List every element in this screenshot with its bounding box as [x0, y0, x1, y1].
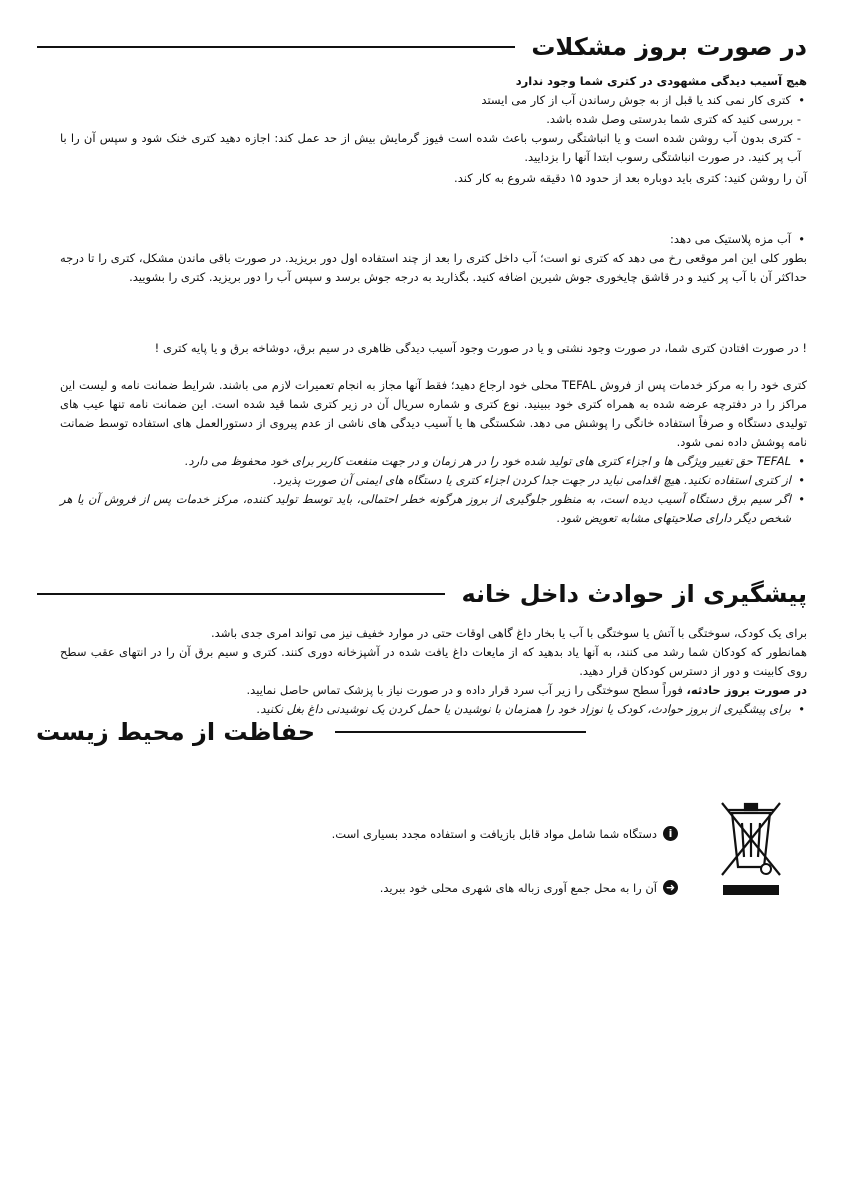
- damage-warning: [60, 339, 807, 358]
- children-text: همانطور که کودکان شما رشد می کنند، به آنها یاد بدهید که از مایعات داغ یافت شده در آشپزخانه دوری کنند. کتری و سیم برق آن را در انتهای عقب سطح روی کابینت و دور از دسترس کودکان قرار دهید.: [60, 645, 807, 678]
- service-text: کتری خود را به مرکز خدمات پس از فروش TEFAL محلی خود ارجاع دهید؛ فقط آنها مجاز به انجام تعمیرات لازم می باشند. شرایط ضمانت نامه و لیست این مراکز را در دفترچه عرضه شده به همراه کتری خود ببینید. نوع کتری و شماره سریال آن در زیر کتری شما قید شده است. این ضمانت نامه تنها عیب های تولیدی دستگاه و صرفاً استفاده خانگی را پوشش می دهد. شکستگی ها یا آسیب دیدگی های ناشی از عدم پیروی از دستورالعمل های استفاده توسط ضمانت نامه پوشش داده نمی شود.: [60, 378, 807, 449]
- header-rule: [37, 46, 515, 48]
- bullet-item: • کتری کار نمی کند یا قبل از به جوش رساندن آب از کار می ایستد: [60, 91, 807, 110]
- accident-rest: فوراً سطح سوختگی را زیر آب سرد قرار داده و در صورت نیاز با پزشک تماس حاصل نمایید.: [246, 683, 687, 697]
- dash-item: - بررسی کنید که کتری شما بدرستی وصل شده باشد.: [546, 112, 801, 126]
- accident-bold: در صورت بروز حادثه،: [686, 683, 807, 697]
- burn-text: برای یک کودک، سوختگی با آتش یا سوختگی با آب یا بخار داغ گاهی اوقات حتی در موارد خفیف نیز می تواند امری جدی باشد.: [211, 626, 807, 640]
- header-rule: [37, 593, 445, 595]
- bullet-item: • TEFAL حق تغییر ویژگی ها و اجزاء کتری های تولید شده خود را در هر زمان و در جهت منفعت کاربر برای خود محفوظ می دارد.: [60, 452, 807, 471]
- disposal-text: آن را به محل جمع آوری زباله های شهری محلی خود ببرید.: [379, 880, 657, 895]
- subheading: هیچ آسیب دیدگی مشهودی در کتری شما وجود ندارد: [515, 74, 807, 88]
- plastic-taste-block: [60, 230, 807, 287]
- restart-text: آن را روشن کنید: کتری باید دوباره بعد از حدود ۱۵ دقیقه شروع به کار کند.: [454, 171, 807, 185]
- info-icon: i: [663, 826, 678, 841]
- plastic-text: بطور کلی این امر موقعی رخ می دهد که کتری نو است؛ آب داخل کتری را بعد از چند استفاده اول دور بریزید. در صورت باقی ماندن مشکل، کتری را تا درجه حداکثر آن با آب پر کنید و در قاشق چایخوری جوش شیرین اضافه کنید. بگذارید به درجه جوش برسد و سپس آب را دور بریزید. کتری را بشویید.: [60, 251, 807, 284]
- section-header-troubleshooting: [37, 33, 807, 61]
- bullet-item: • اگر سیم برق دستگاه آسیب دیده است، به منظور جلوگیری از بروز هرگونه خطر احتمالی، باید توسط تولید کننده، مرکز خدمات پس از فروش آن یا هر شخص دیگر دارای صلاحیتهای مشابه تعویض شود.: [60, 490, 807, 528]
- accident-text: [60, 681, 807, 700]
- header-rule: [335, 731, 586, 733]
- section-header-accident-prevention: [37, 580, 807, 608]
- bullet-item: • از کتری استفاده نکنید. هیچ اقدامی نباید در جهت جدا کردن اجزاء کتری یا دستگاه های ایمنی آن صورت پذیرد.: [60, 471, 807, 490]
- section-title: حفاظت از محیط زیست: [36, 718, 316, 746]
- arrow-icon: ➜: [663, 880, 678, 895]
- recycle-text: دستگاه شما شامل مواد قابل بازیافت و استفاده مجدد بسیاری است.: [331, 826, 657, 841]
- damage-text: ! در صورت افتادن کتری شما، در صورت وجود نشتی و یا در صورت وجود آسیب دیدگی ظاهری در سیم برق، دوشاخه برق و یا پایه کتری !: [154, 341, 807, 355]
- section-header-environment: [36, 718, 586, 746]
- accident-block: [60, 624, 807, 719]
- section-title: پیشگیری از حوادث داخل خانه: [461, 580, 807, 608]
- troubleshooting-block: [60, 72, 807, 188]
- section-title: در صورت بروز مشکلات: [531, 33, 807, 61]
- crossed-bin-icon: [718, 795, 788, 905]
- disposal-row: [380, 880, 678, 895]
- bullet-item: • آب مزه پلاستیک می دهد:: [60, 230, 807, 249]
- service-block: [60, 376, 807, 528]
- dash-item: - کتری بدون آب روشن شده است و یا انباشتگی رسوب باعث شده است فیوز گرمایش بیش از حد عمل کند: اجازه دهید کتری خنک شود و سپس آن را با آب پر کنید. در صورت انباشتگی رسوب ابتدا آنها را بزدایید.: [60, 131, 801, 164]
- recycle-info-row: [332, 826, 678, 841]
- bullet-item: • برای پیشگیری از بروز حوادث، کودک یا نوزاد خود را همزمان با نوشیدن یا حمل کردن یک نوشیدنی داغ بغل نکنید.: [60, 700, 807, 719]
